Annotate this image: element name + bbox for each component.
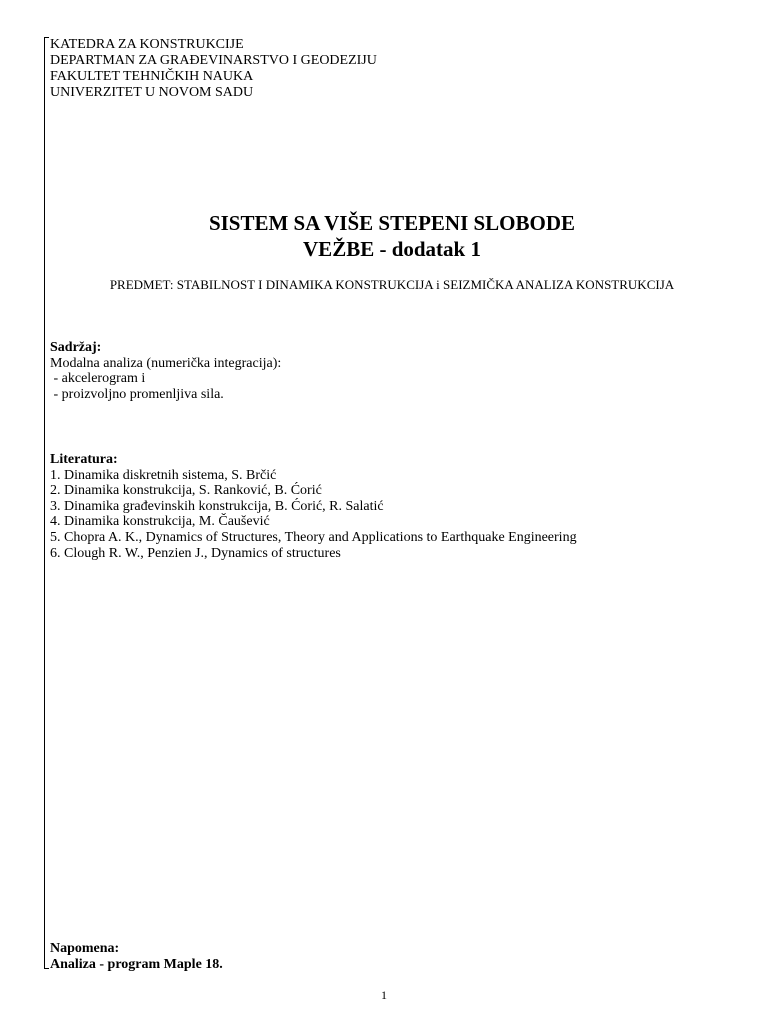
literature-item: 6. Clough R. W., Penzien J., Dynamics of structures <box>50 545 341 561</box>
page-number: 1 <box>381 988 387 1002</box>
literature-item: 3. Dinamika građevinskih konstrukcija, B. Ćorić, R. Salatić <box>50 498 384 514</box>
note-section <box>50 941 223 972</box>
header-line-faculty: FAKULTET TEHNIČKIH NAUKA <box>50 69 254 84</box>
note-heading: Napomena: <box>50 941 120 956</box>
institution-header <box>50 37 377 101</box>
literature-item: 2. Dinamika konstrukcija, S. Ranković, B. Ćorić <box>50 483 322 499</box>
margin-line <box>44 37 45 969</box>
contents-item: - akcelerogram i <box>50 371 146 387</box>
document-title <box>0 210 768 262</box>
contents-heading: Sadržaj: <box>50 340 102 355</box>
literature-item: 4. Dinamika konstrukcija, M. Čaušević <box>50 514 270 530</box>
subject-line: PREDMET: STABILNOST I DINAMIKA KONSTRUKCIJA i SEIZMIČKA ANALIZA KONSTRUKCIJA <box>109 277 675 292</box>
margin-tick-bottom <box>44 968 49 969</box>
literature-section <box>50 452 577 561</box>
literature-item: 1. Dinamika diskretnih sistema, S. Brčić <box>50 467 277 483</box>
contents-section <box>50 340 281 402</box>
contents-item: Modalna analiza (numerička integracija): <box>50 355 282 371</box>
literature-heading: Literatura: <box>50 452 118 467</box>
header-line-chair: KATEDRA ZA KONSTRUKCIJE <box>50 37 244 52</box>
title-line-1: SISTEM SA VIŠE STEPENI SLOBODE <box>208 211 576 235</box>
header-line-university: UNIVERZITET U NOVOM SADU <box>50 85 254 100</box>
contents-item: - proizvoljno promenljiva sila. <box>50 386 224 402</box>
margin-tick-top <box>44 37 49 38</box>
header-line-department: DEPARTMAN ZA GRAĐEVINARSTVO I GEODEZIJU <box>50 53 377 68</box>
note-text: Analiza - program Maple 18. <box>50 956 223 972</box>
literature-item: 5. Chopra A. K., Dynamics of Structures, Theory and Applications to Earthquake Engineering <box>50 529 577 545</box>
title-line-2: VEŽBE - dodatak 1 <box>303 237 481 261</box>
